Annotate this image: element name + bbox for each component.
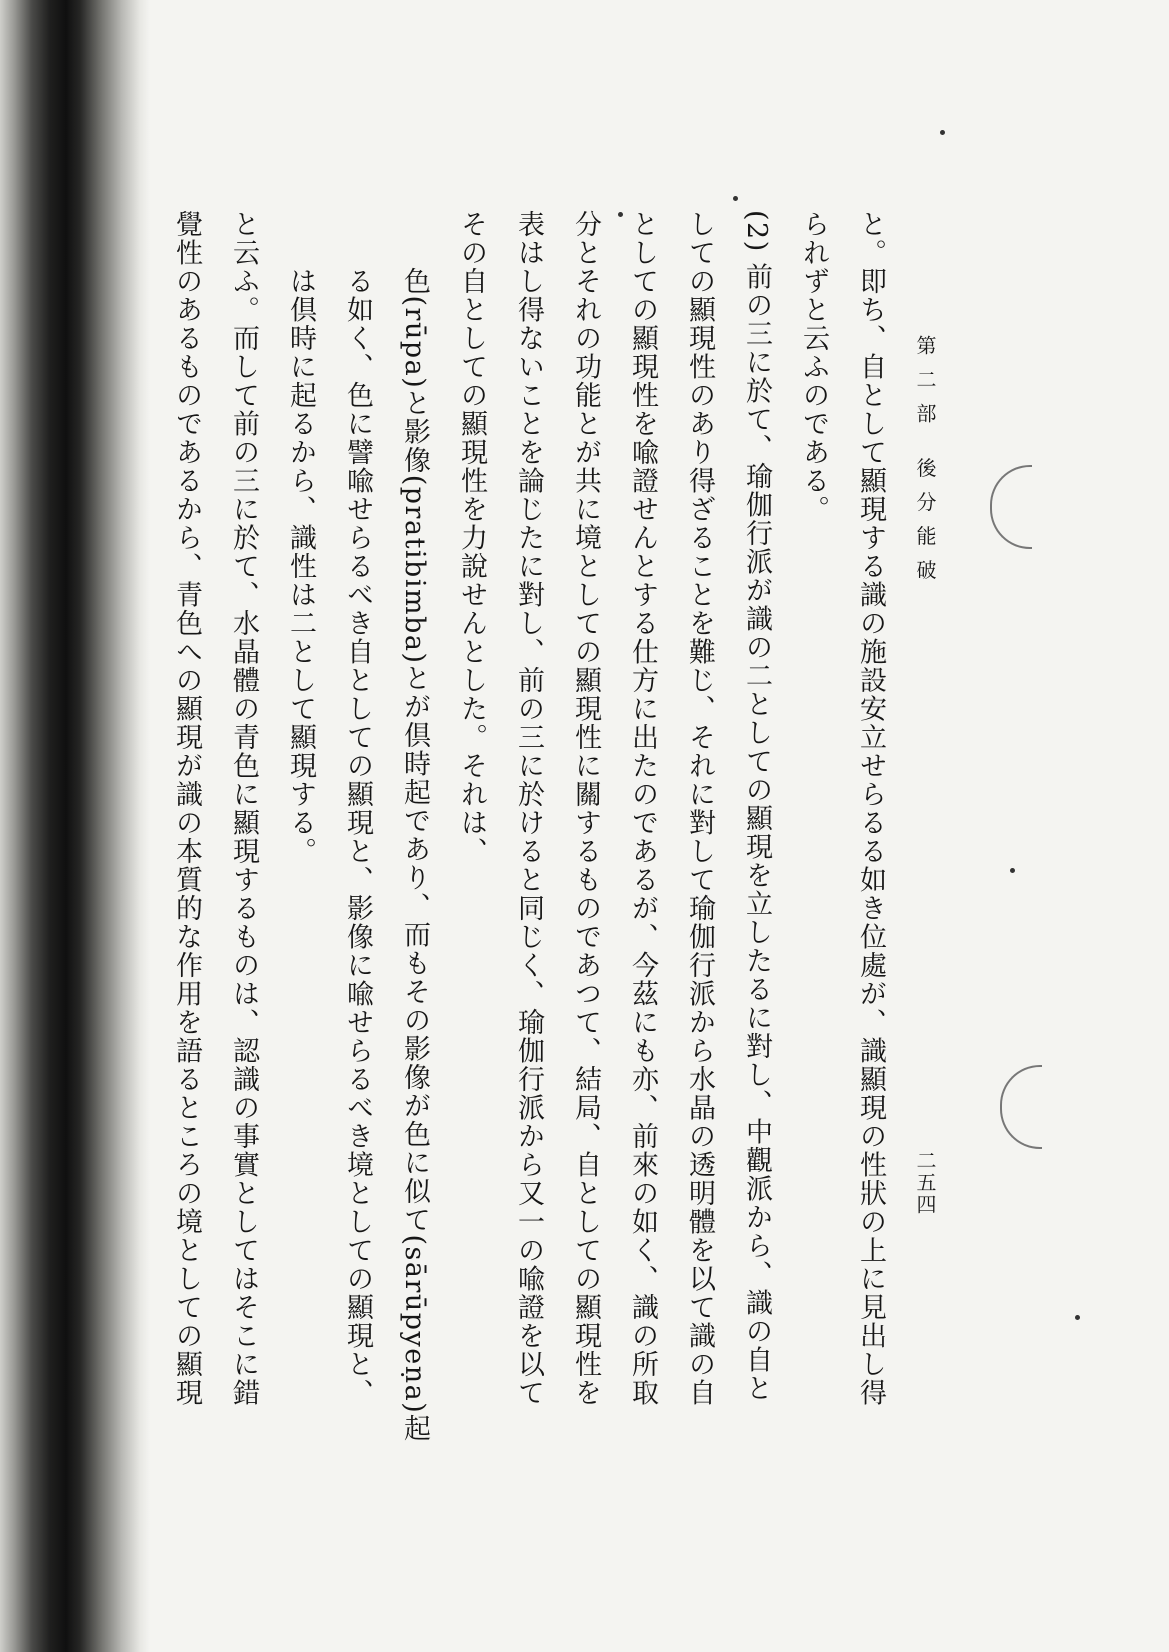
text-line: 分とそれの功能とが共に境としての顯現性に關するものであつて、結局、自としての顯現性を	[570, 210, 601, 1407]
text-line: としての顯現性を喩證せんとする仕方に出たのであるが、今茲にも亦、前來の如く、識の所取	[627, 210, 658, 1407]
text-line-quote: 色(rūpa)と影像(pratibimba)とが倶時起であり、而もその影像が色に似て(sārūpyeṇa)起	[399, 267, 430, 1443]
text-line: その自としての顯現性を力說せんとした。それは、	[456, 210, 487, 866]
text-line-quote: る如く、色に譬喩せらるべき自としての顯現と、影像に喩せらるべき境としての顯現と、	[342, 267, 373, 1407]
binding-shadow	[0, 0, 150, 1652]
scan-speck	[1075, 1315, 1080, 1320]
body-text	[158, 210, 899, 1490]
page-number: 二五四	[913, 1150, 937, 1216]
text-line: 覺性のあるものであるから、青色への顯現が識の本質的な作用を語るところの境としての顯現	[171, 210, 202, 1407]
running-head: 第二部 後分能破	[913, 335, 937, 594]
scan-arc-mark	[990, 465, 1032, 549]
text-line: と云ふ。而して前の三に於て、水晶體の青色に顯現するものは、認識の事實としてはそこに錯	[228, 210, 259, 1407]
scan-speck	[940, 130, 945, 135]
text-line: しての顯現性のあり得ざることを難じ、それに對して瑜伽行派から水晶の透明體を以て識の自	[684, 210, 715, 1407]
text-line-quote: は倶時に起るから、識性は二として顯現する。	[285, 267, 316, 866]
scan-speck	[1010, 868, 1015, 873]
scan-speck	[733, 196, 738, 201]
text-line: と。即ち、自として顯現する識の施設安立せらるる如き位處が、識顯現の性狀の上に見出し得	[855, 210, 886, 1407]
text-line: (2) 前の三に於て、瑜伽行派が識の二としての顯現を立したるに對し、中觀派から、識の自と	[741, 210, 772, 1403]
scan-arc-mark	[1000, 1065, 1042, 1149]
text-line: られずと云ふのである。	[798, 210, 829, 524]
text-line: 表はし得ないことを論じたに對し、前の三に於けると同じく、瑜伽行派から又一の喩證を以て	[513, 210, 544, 1407]
